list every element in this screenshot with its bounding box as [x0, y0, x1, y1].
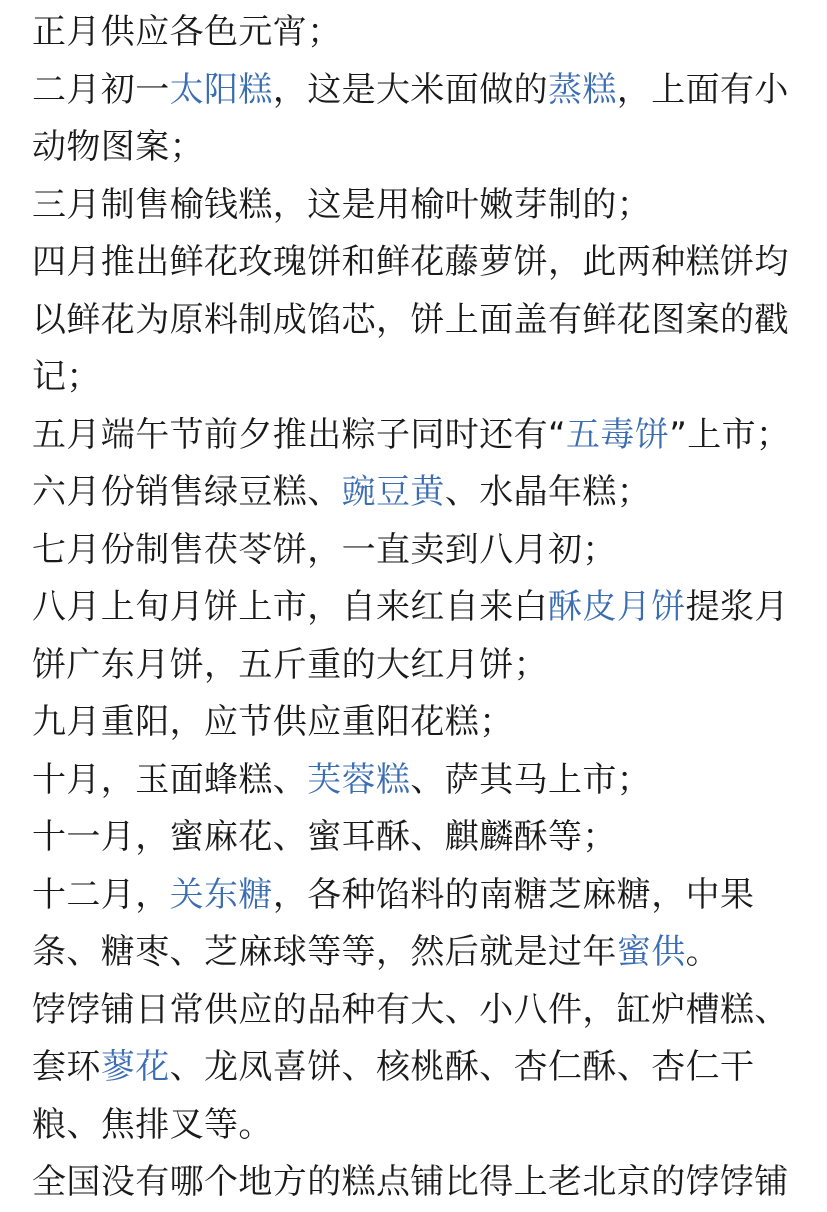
- paragraph-month-5: [32, 407, 804, 465]
- link-taiyang-gao[interactable]: 太阳糕: [169, 69, 273, 110]
- link-liao-hua[interactable]: 蓼花: [100, 1047, 170, 1087]
- text-span: 十二月，: [32, 874, 170, 915]
- paragraph-month-8: [32, 579, 804, 694]
- link-mi-gong[interactable]: 蜜供: [616, 932, 686, 972]
- paragraph-month-6: [32, 464, 804, 522]
- paragraph-month-10: [32, 752, 804, 810]
- link-wudu-bing[interactable]: 五毒饼: [566, 414, 670, 455]
- text-span: 六月份销售绿豆糕、: [32, 472, 342, 512]
- link-supi-yuebing[interactable]: 酥皮月饼: [548, 587, 686, 627]
- text-span: ”上市；: [669, 414, 791, 455]
- text-span: 五月端午节前夕推出粽子同时还有“: [32, 414, 567, 455]
- text-span: ，这是大米面做的: [272, 69, 549, 110]
- text-span: 、萨其马上市；: [410, 759, 652, 800]
- link-wandou-huang[interactable]: 豌豆黄: [341, 472, 445, 512]
- text-span: 八月上旬月饼上市，自来红自来白: [32, 587, 548, 627]
- text-span: 九月重阳，应节供应重阳花糕；: [32, 702, 514, 742]
- text-span: 四月推出鲜花玫瑰饼和鲜花藤萝饼，此两种糕饼均以鲜花为原料制成馅芯，饼上面盖有鲜花图案的戳记；: [32, 242, 789, 397]
- text-span: 饽饽铺日常供应的品种有大、小八件，缸炉槽糕、套环: [32, 989, 789, 1087]
- text-span: 二月初一: [32, 69, 170, 110]
- link-zheng-gao[interactable]: 蒸糕: [548, 69, 617, 110]
- text-span: 十月，玉面蜂糕、: [32, 759, 308, 800]
- paragraph-month-4: [32, 234, 804, 407]
- text-span: 七月份制售茯苓饼，一直卖到八月初；: [32, 529, 617, 570]
- paragraph-month-9: [32, 694, 804, 752]
- text-span: 提浆月饼广东月饼，五斤重的大红月饼；: [32, 587, 789, 685]
- paragraph-conclusion: [32, 1154, 804, 1212]
- paragraph-month-1: [32, 4, 804, 62]
- text-span: 正月供应各色元宵；: [32, 12, 342, 52]
- text-span: 、水晶年糕；: [444, 472, 652, 512]
- link-guandong-tang[interactable]: 关东糖: [169, 874, 273, 915]
- text-span: ，上面有小动物图案；: [32, 69, 789, 167]
- text-span: 全国没有哪个地方的糕点铺比得上老北京的饽饽铺: [32, 1162, 789, 1202]
- paragraph-month-3: [32, 177, 804, 235]
- article-body: [32, 4, 804, 1212]
- text-span: 、龙凤喜饼、核桃酥、杏仁酥、杏仁干粮、焦排叉等。: [32, 1047, 755, 1145]
- paragraph-month-2: [32, 62, 804, 177]
- text-span: 。: [685, 932, 721, 972]
- text-span: 十一月，蜜麻花、蜜耳酥、麒麟酥等；: [32, 817, 617, 857]
- paragraph-month-7: [32, 522, 804, 580]
- paragraph-daily-supply: [32, 982, 804, 1155]
- link-furong-gao[interactable]: 芙蓉糕: [307, 759, 411, 800]
- paragraph-month-12: [32, 867, 804, 982]
- paragraph-month-11: [32, 809, 804, 867]
- text-span: ，各种馅料的南糖芝麻糖，中果条、糖枣、芝麻球等等，然后就是过年: [32, 874, 755, 972]
- text-span: 三月制售榆钱糕，这是用榆叶嫩芽制的；: [32, 184, 652, 225]
